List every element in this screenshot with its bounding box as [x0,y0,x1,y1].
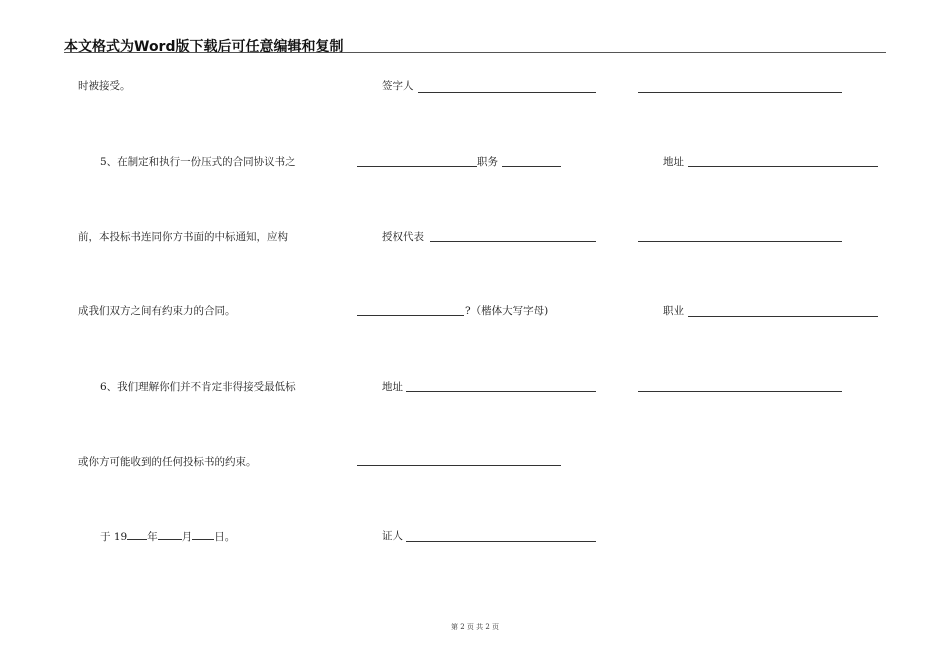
body-line-1: 时被接受。 [78,80,131,92]
body-line-2: 5、在制定和执行一份压式的合同协议书之 [100,156,296,168]
right-address-line [688,166,878,167]
date-month-label: 月 [181,531,193,543]
witness-line [406,541,596,542]
extra-line [357,465,561,466]
body-line-4: 成我们双方之间有约束力的合同。 [78,305,236,317]
authorized-rep-label: 授权代表 [382,231,424,243]
header-rule [64,52,886,53]
body-line-5: 6、我们理解你们并不肯定非得接受最低标 [100,381,296,393]
date-line [100,529,235,544]
position-label: 职务 [477,156,498,168]
body-line-3: 前，本投标书连同你方书面的中标通知，应构 [78,231,288,243]
body-line-6: 或你方可能收到的任何投标书的约束。 [78,456,257,468]
block-letters-line [357,315,464,316]
month-blank [158,529,182,540]
date-day-label: 日。 [214,531,236,543]
day-blank [192,529,214,540]
page-number: 第 2 页 共 2 页 [450,623,500,631]
page-header-title: 本文格式为Word版下载后可任意编辑和复制 [64,39,344,55]
date-year-label: 年 [147,531,158,543]
occupation-label: 职业 [663,305,684,317]
signer-line [418,92,596,93]
name-line [357,166,477,167]
address-label: 地址 [382,381,403,393]
authorized-rep-line [430,241,596,242]
occupation-line [688,316,878,317]
block-letters-label: ?（楷体大写字母) [465,305,549,317]
year-blank [127,529,147,540]
position-line [502,166,561,167]
right-address-label: 地址 [663,156,684,168]
signer-label: 签字人 [382,80,414,92]
right-line-2 [638,241,842,242]
right-line-1 [638,92,842,93]
date-prefix: 于 19 [100,531,128,543]
address-line [406,391,596,392]
right-line-3 [638,391,842,392]
witness-label: 证人 [382,530,403,542]
